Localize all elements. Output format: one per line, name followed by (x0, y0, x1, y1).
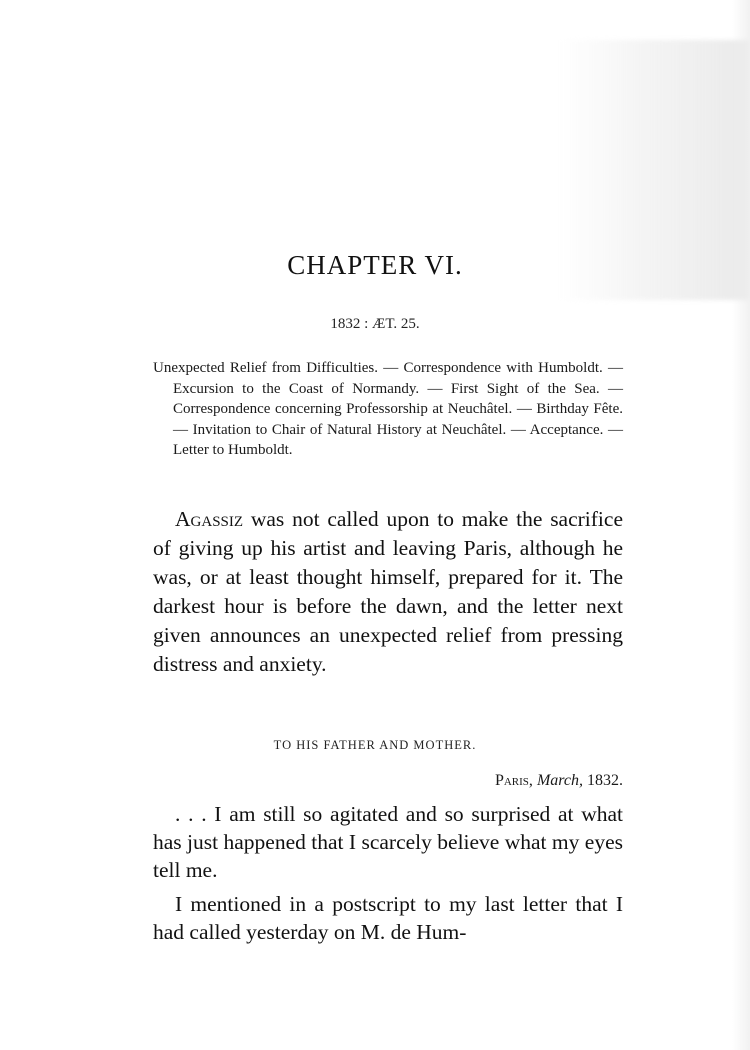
letter-dateline (153, 772, 623, 790)
intro-paragraph (153, 505, 623, 679)
letter-body (153, 800, 623, 952)
letter-year: 1832. (587, 772, 623, 789)
letter-paragraph: . . . I am still so agitated and so surprised at what has just happened that I scarcely believe what my eyes tell me. (153, 802, 623, 882)
letter-heading: TO HIS FATHER AND MOTHER. (273, 738, 477, 752)
page-edge-shadow (732, 0, 750, 1050)
chapter-title: CHAPTER VI. (287, 250, 463, 280)
chapter-date-line: 1832 : ÆT. 25. (330, 316, 420, 332)
chapter-summary: Unexpected Relief from Difficulties. — Correspondence with Humboldt. — Excursion to the Coast of Normandy. — First Sight of the Sea. — Correspondence concerning Professorship at Neuchâtel. — Birthday Fête. — Invitation to Chair of Natural History at Neuchâtel. — Acceptance. — Letter to Humboldt. (153, 360, 623, 458)
letter-paragraph: I mentioned in a postscript to my last letter that I had called yesterday on M. de Hum- (153, 892, 623, 944)
letter-place: Paris, (494, 772, 533, 789)
letter-month: March, (536, 772, 583, 789)
intro-text: was not called upon to make the sacrifice of giving up his artist and leaving Paris, although he was, or at least thought himself, prepared for it. The darkest hour is before the dawn, and the letter next given announces an unexpected relief from pressing distress and anxiety. (153, 507, 623, 676)
intro-lead-word: Agassiz (175, 507, 244, 531)
